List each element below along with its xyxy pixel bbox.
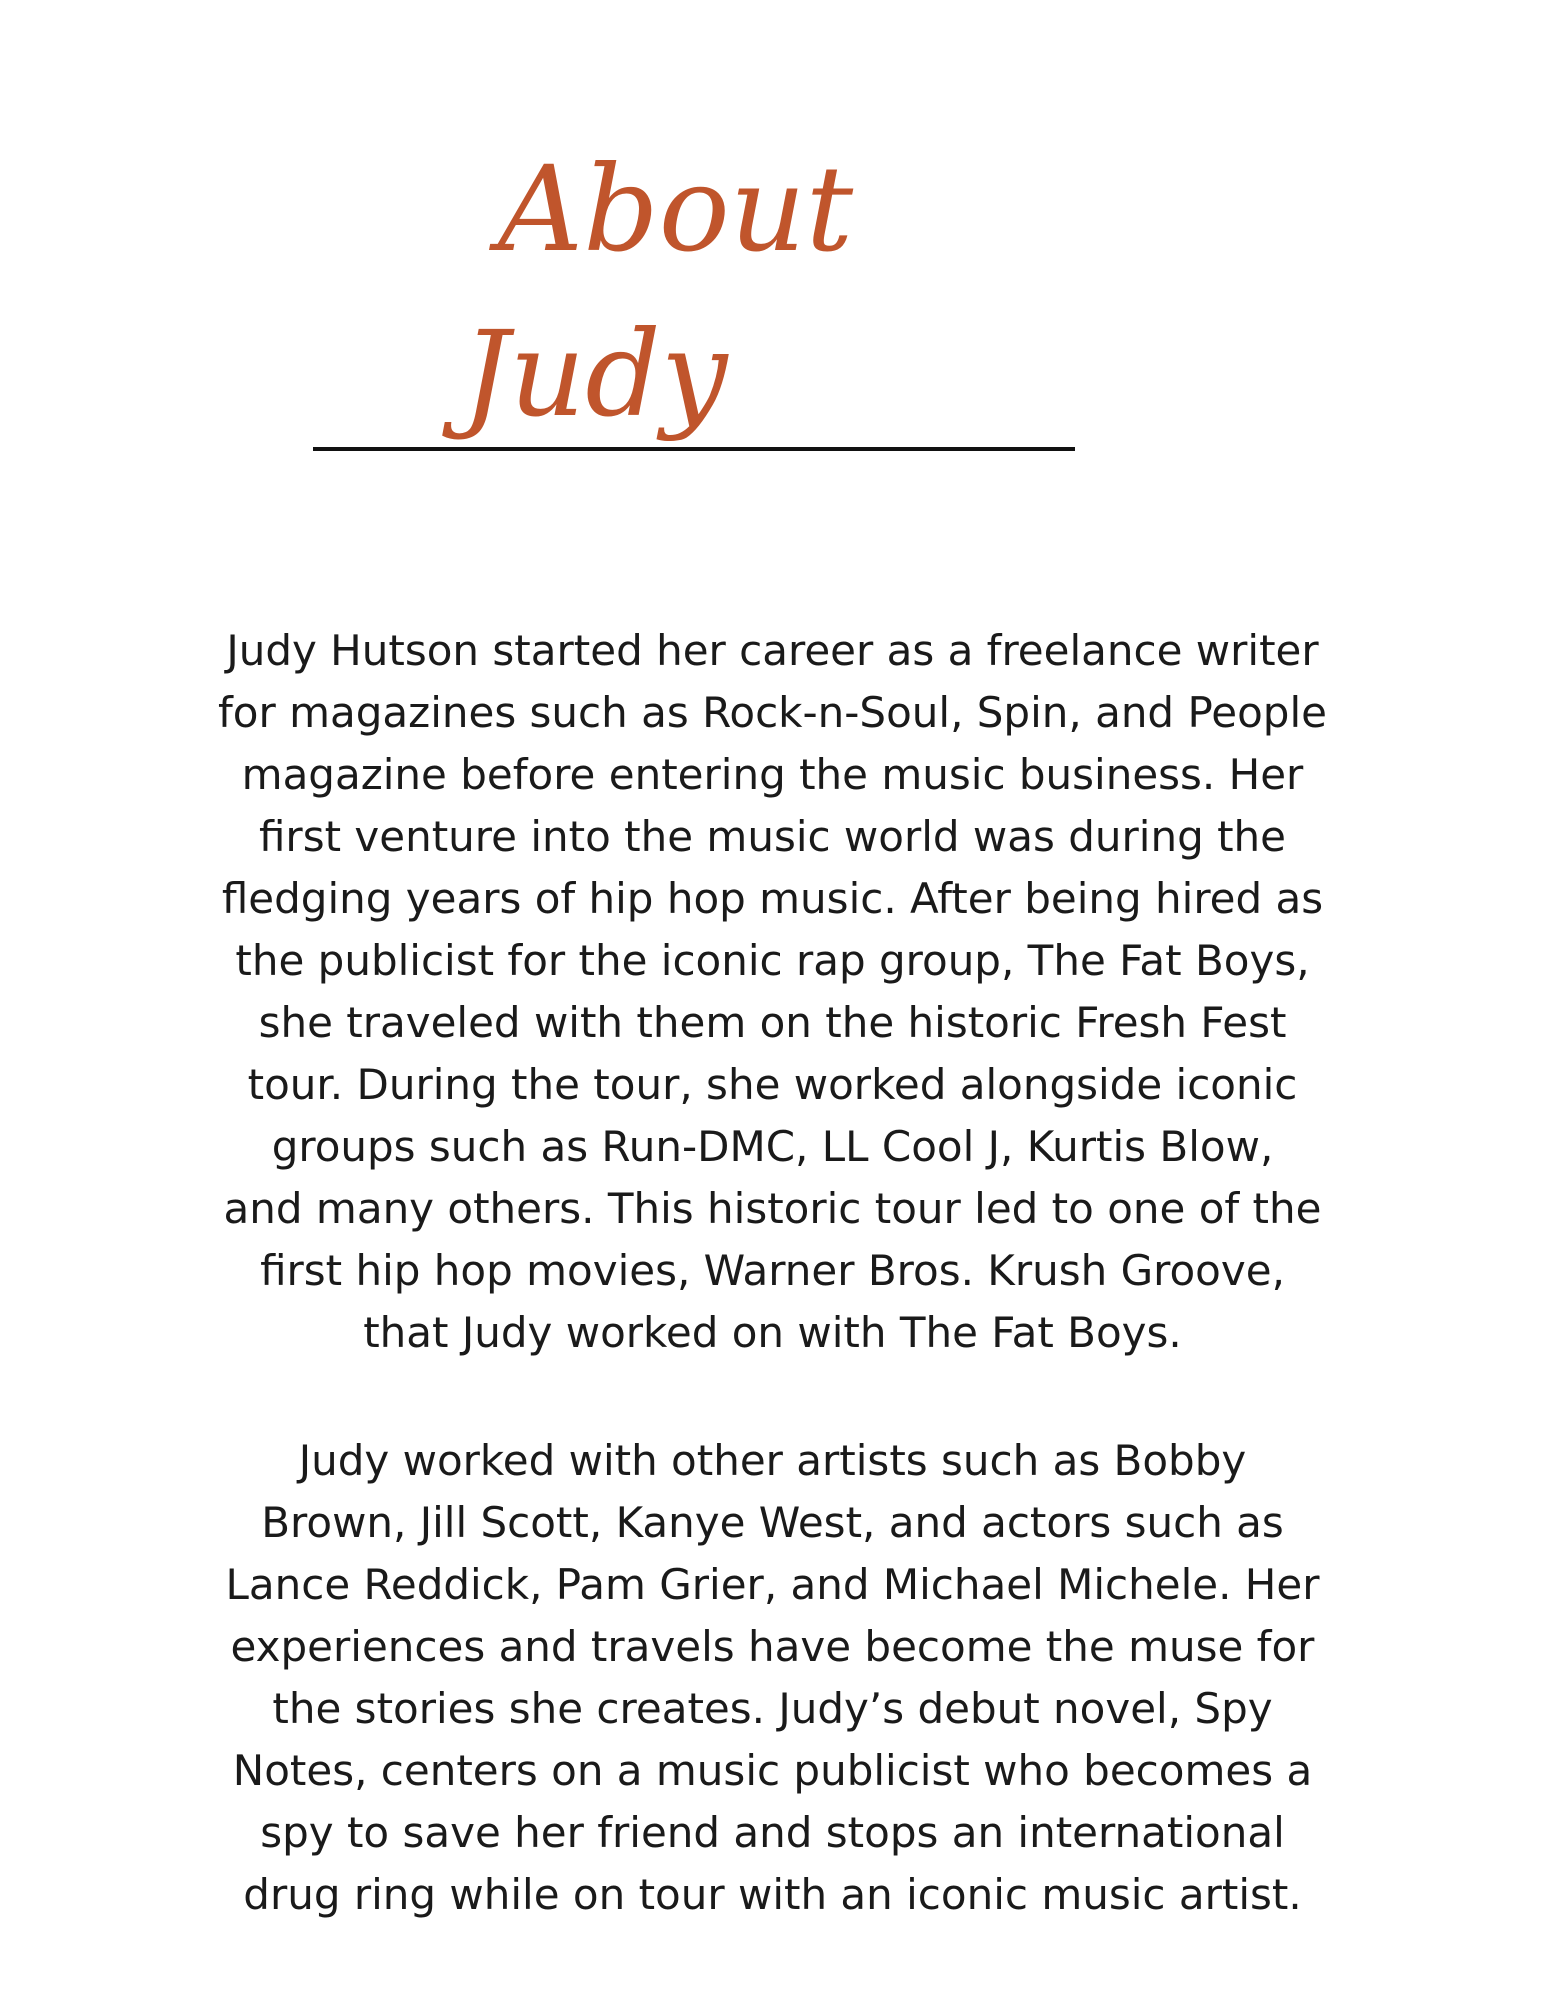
bio-line: drug ring while on tour with an iconic music artist.	[243, 1870, 1302, 1919]
heading-about: About	[498, 140, 854, 278]
bio-line: that Judy worked on with The Fat Boys.	[363, 1308, 1182, 1357]
bio-line: first venture into the music world was during the	[258, 812, 1287, 861]
bio-line: Brown, Jill Scott, Kanye West, and actors such as	[261, 1498, 1284, 1547]
bio-line: Notes, centers on a music publicist who becomes a	[232, 1746, 1313, 1795]
bio-line: the publicist for the iconic rap group, The Fat Boys,	[235, 936, 1310, 985]
bio-line: the stories she creates. Judy’s debut novel, Spy	[272, 1684, 1273, 1733]
bio-line: and many others. This historic tour led to one of the	[223, 1184, 1322, 1233]
bio-line: first hip hop movies, Warner Bros. Krush Groove,	[260, 1246, 1285, 1295]
bio-line: fledging years of hip hop music. After being hired as	[221, 874, 1324, 923]
heading-divider	[313, 447, 1075, 451]
bio-line: spy to save her friend and stops an international	[260, 1808, 1285, 1857]
bio-line: Lance Reddick, Pam Grier, and Michael Michele. Her	[225, 1560, 1320, 1609]
bio-line: Judy Hutson started her career as a freelance writer	[226, 626, 1319, 675]
bio-line: tour. During the tour, she worked alongside iconic	[247, 1060, 1298, 1109]
bio-line: groups such as Run-DMC, LL Cool J, Kurtis Blow,	[271, 1122, 1274, 1171]
heading-judy: Judy	[462, 305, 728, 443]
bio-line: magazine before entering the music business. Her	[241, 750, 1304, 799]
bio-line: she traveled with them on the historic Fresh Fest	[258, 998, 1287, 1047]
bio-line: for magazines such as Rock-n-Soul, Spin, and People	[218, 688, 1327, 737]
bio-line: experiences and travels have become the muse for	[230, 1622, 1315, 1671]
bio-line: Judy worked with other artists such as Bobby	[298, 1436, 1247, 1485]
bio-paragraph-2	[150, 1430, 1395, 1926]
bio-paragraph-1	[150, 620, 1395, 1364]
